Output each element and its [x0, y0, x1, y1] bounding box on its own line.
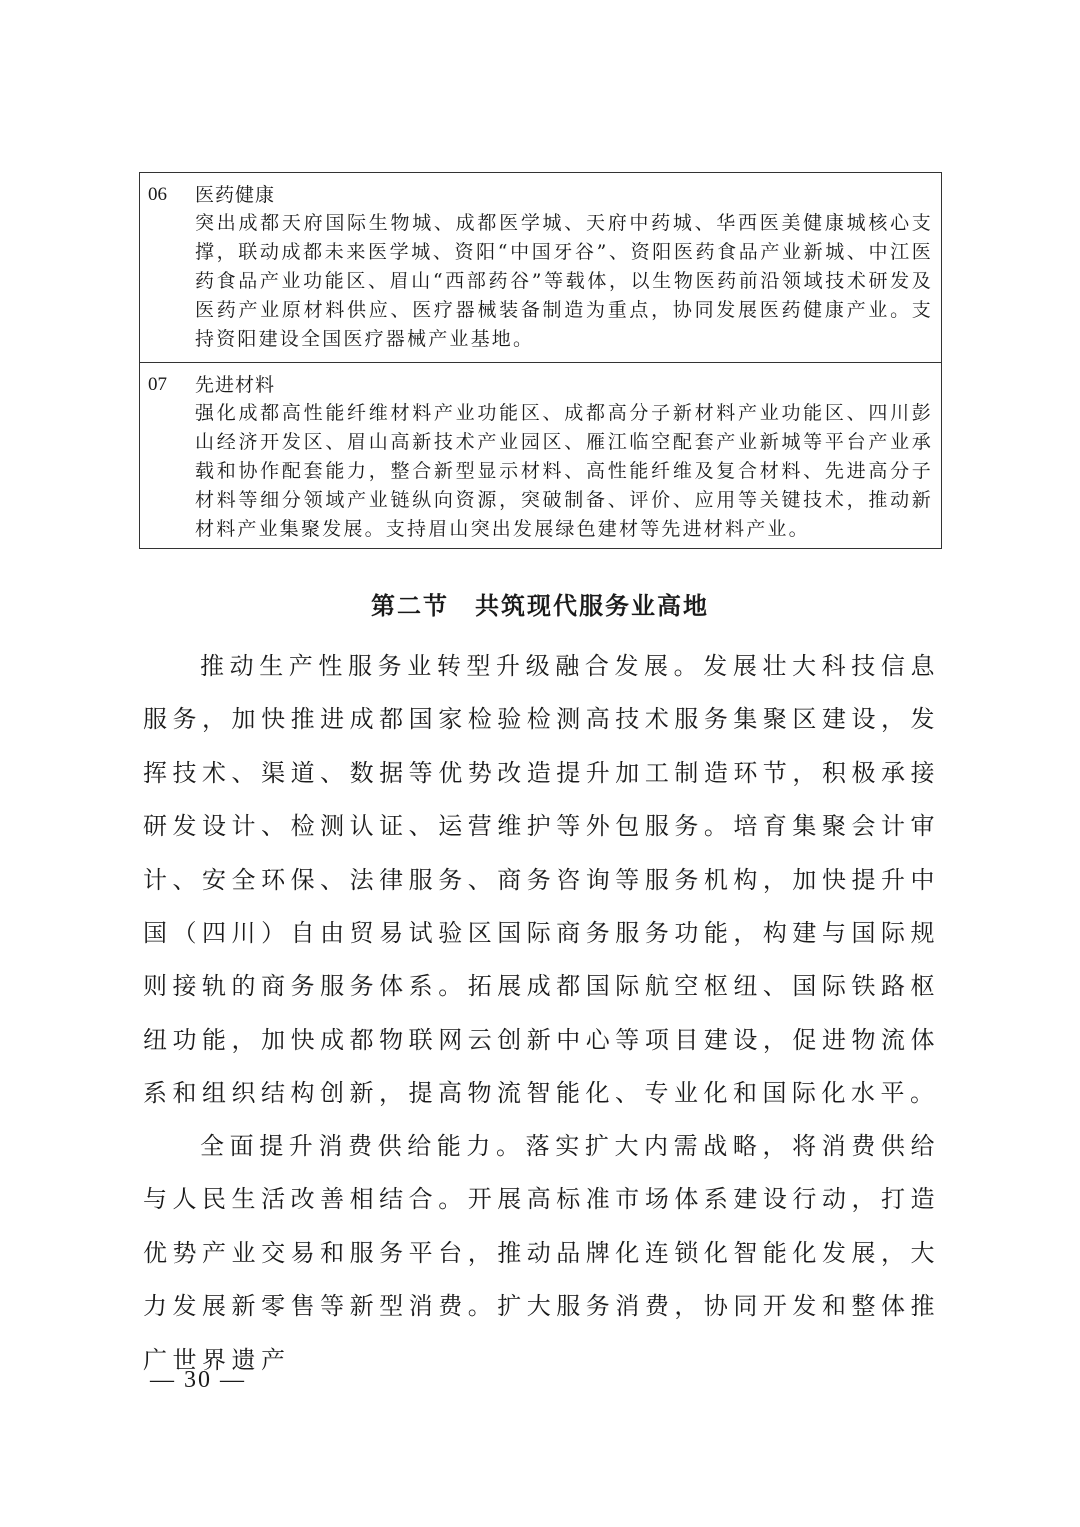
- row-text: 强化成都高性能纤维材料产业功能区、成都高分子新材料产业功能区、四川彭山经济开发区、眉山高新技术产业园区、雁江临空配套产业新城等平台产业承载和协作配套能力，整合新型显示材料、高性能纤维及复合材料、先进高分子材料等细分领域产业链纵向资源，突破制备、评价、应用等关键技术，推动新材料产业集聚发展。支持眉山突出发展绿色建材等先进材料产业。: [195, 402, 933, 540]
- section-title: 第二节 共筑现代服务业高地: [371, 591, 709, 620]
- row-title: 先进材料: [195, 374, 276, 396]
- page-number: — 30 —: [150, 1367, 246, 1393]
- body-paragraph: 全面提升消费供给能力。落实扩大内需战略，将消费供给与人民生活改善相结合。开展高标准市场体系建设行动，打造优势产业交易和服务平台，推动品牌化连锁化智能化发展，大力发展新零售等新型消费。扩大服务消费，协同开发和整体推广世界遗产: [143, 1132, 940, 1374]
- row-number: 07: [148, 374, 167, 395]
- body-paragraph: 推动生产性服务业转型升级融合发展。发展壮大科技信息服务，加快推进成都国家检验检测高技术服务集聚区建设，发挥技术、渠道、数据等优势改造提升加工制造环节，积极承接研发设计、检测认证、运营维护等外包服务。培育集聚会计审计、安全环保、法律服务、商务咨询等服务机构，加快提升中国（四川）自由贸易试验区国际商务服务功能，构建与国际规则接轨的商务服务体系。拓展成都国际航空枢纽、国际铁路枢纽功能，加快成都物联网云创新中心等项目建设，促进物流体系和组织结构创新，提高物流智能化、专业化和国际化水平。: [143, 652, 940, 1108]
- row-number: 06: [148, 184, 167, 205]
- row-title: 医药健康: [195, 184, 276, 206]
- industry-table: [139, 172, 942, 549]
- row-text: 突出成都天府国际生物城、成都医学城、天府中药城、华西医美健康城核心支撑，联动成都未来医学城、资阳“中国牙谷”、资阳医药食品产业新城、中江医药食品产业功能区、眉山“西部药谷”等载体，以生物医药前沿领域技术研发及医药产业原材料供应、医疗器械装备制造为重点，协同发展医药健康产业。支持资阳建设全国医疗器械产业基地。: [195, 212, 933, 350]
- table-row: [140, 363, 941, 548]
- table-row: [140, 173, 941, 363]
